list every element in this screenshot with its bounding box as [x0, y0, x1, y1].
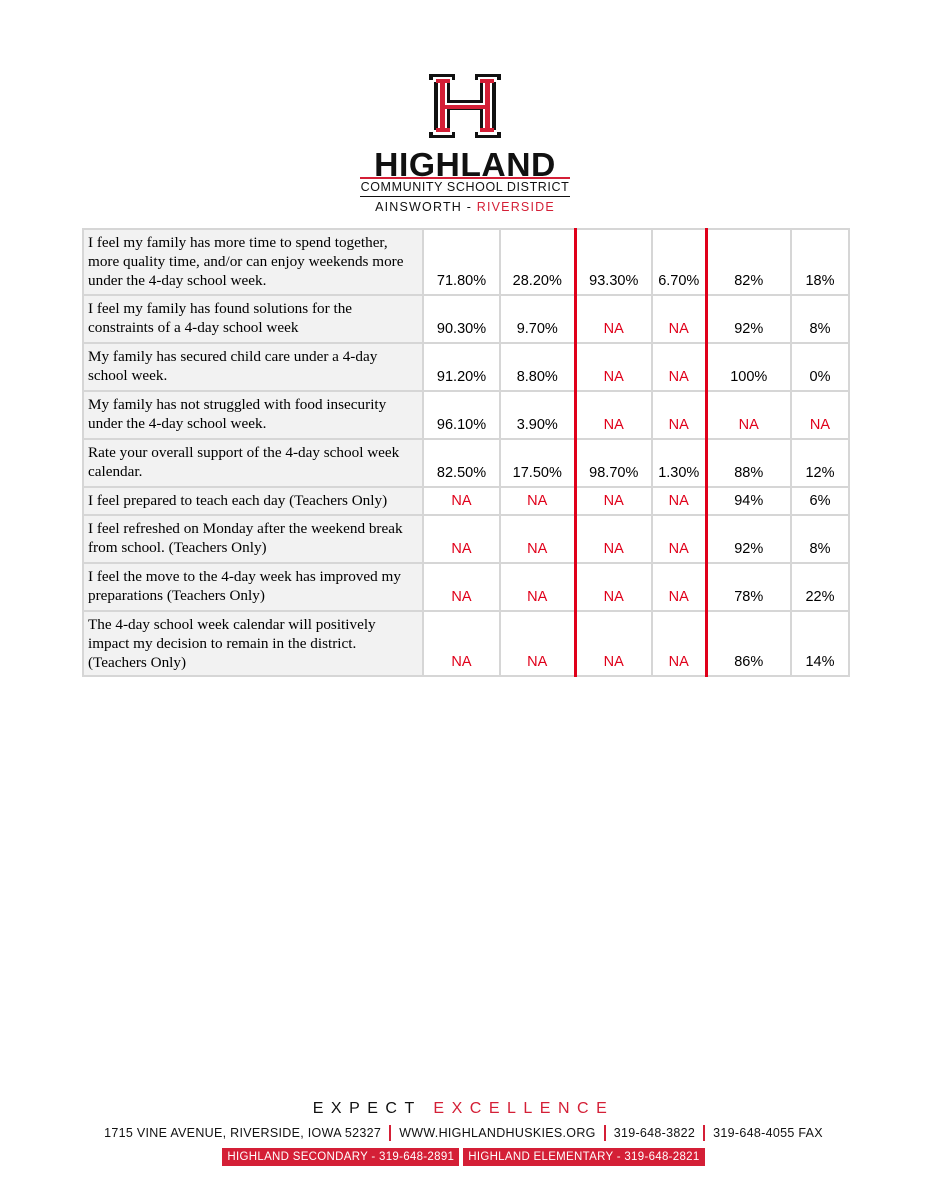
value-cell: 91.20%	[423, 343, 500, 391]
value-cell: NA	[575, 611, 652, 676]
district-logo	[360, 70, 570, 220]
value-cell: 93.30%	[575, 229, 652, 295]
value-cell: 28.20%	[500, 229, 575, 295]
district-towns	[360, 200, 570, 214]
value-cell: NA	[500, 487, 575, 515]
value-cell: NA	[575, 487, 652, 515]
divider	[389, 1125, 391, 1141]
value-cell: NA	[575, 391, 652, 439]
value-cell: NA	[423, 515, 500, 563]
divider	[703, 1125, 705, 1141]
value-cell: 1.30%	[652, 439, 706, 487]
question-cell: My family has not struggled with food insecurity under the 4-day school week.	[83, 391, 423, 439]
value-cell: 92%	[706, 295, 791, 343]
town-riverside: RIVERSIDE	[476, 200, 555, 214]
value-cell: NA	[652, 391, 706, 439]
table-row	[83, 563, 849, 611]
table-row	[83, 487, 849, 515]
footer-address: 1715 VINE AVENUE, RIVERSIDE, IOWA 52327	[104, 1126, 382, 1140]
footer-fax: 319-648-4055 FAX	[713, 1126, 823, 1140]
value-cell: 88%	[706, 439, 791, 487]
value-cell: NA	[575, 563, 652, 611]
value-cell: 94%	[706, 487, 791, 515]
tagline-expect: EXPECT	[312, 1100, 422, 1117]
value-cell: 78%	[706, 563, 791, 611]
value-cell: NA	[500, 611, 575, 676]
value-cell: NA	[652, 343, 706, 391]
footer-website[interactable]: WWW.HIGHLANDHUSKIES.ORG	[399, 1126, 596, 1140]
value-cell: 90.30%	[423, 295, 500, 343]
table-row	[83, 515, 849, 563]
value-cell: NA	[423, 487, 500, 515]
value-cell: NA	[575, 295, 652, 343]
value-cell: 100%	[706, 343, 791, 391]
value-cell: NA	[423, 611, 500, 676]
value-cell: 86%	[706, 611, 791, 676]
value-cell: 96.10%	[423, 391, 500, 439]
value-cell: 82%	[706, 229, 791, 295]
value-cell: NA	[652, 515, 706, 563]
footer-schools	[0, 1148, 927, 1166]
tagline-excellence: EXCELLENCE	[433, 1100, 615, 1117]
question-cell: I feel my family has more time to spend together, more quality time, and/or can enjoy weekends more under the 4-day school week.	[83, 229, 423, 295]
divider	[360, 196, 570, 197]
value-cell: 8%	[791, 295, 849, 343]
table-row	[83, 439, 849, 487]
value-cell: 18%	[791, 229, 849, 295]
question-cell: I feel prepared to teach each day (Teachers Only)	[83, 487, 423, 515]
district-subtitle: COMMUNITY SCHOOL DISTRICT	[360, 177, 570, 194]
value-cell: 92%	[706, 515, 791, 563]
table-row	[83, 343, 849, 391]
question-cell: I feel refreshed on Monday after the weekend break from school. (Teachers Only)	[83, 515, 423, 563]
question-cell: I feel my family has found solutions for the constraints of a 4-day school week	[83, 295, 423, 343]
survey-table-body	[83, 229, 849, 676]
value-cell: 17.50%	[500, 439, 575, 487]
value-cell: 22%	[791, 563, 849, 611]
survey-results-table	[82, 228, 850, 677]
value-cell: NA	[791, 391, 849, 439]
value-cell: NA	[500, 563, 575, 611]
question-cell: The 4-day school week calendar will positively impact my decision to remain in the district. (Teachers Only)	[83, 611, 423, 676]
value-cell: 71.80%	[423, 229, 500, 295]
value-cell: NA	[706, 391, 791, 439]
table-row	[83, 295, 849, 343]
table-row	[83, 611, 849, 676]
footer-phone: 319-648-3822	[613, 1126, 696, 1140]
question-cell: I feel the move to the 4-day week has improved my preparations (Teachers Only)	[83, 563, 423, 611]
value-cell: NA	[423, 563, 500, 611]
value-cell: 14%	[791, 611, 849, 676]
value-cell: 8.80%	[500, 343, 575, 391]
value-cell: NA	[652, 487, 706, 515]
value-cell: NA	[575, 343, 652, 391]
footer-tagline	[0, 1100, 927, 1118]
value-cell: 9.70%	[500, 295, 575, 343]
question-cell: Rate your overall support of the 4-day school week calendar.	[83, 439, 423, 487]
elementary-school-badge: HIGHLAND ELEMENTARY - 319-648-2821	[463, 1148, 704, 1166]
table-row	[83, 229, 849, 295]
value-cell: NA	[500, 515, 575, 563]
divider	[604, 1125, 606, 1141]
value-cell: 8%	[791, 515, 849, 563]
secondary-school-badge: HIGHLAND SECONDARY - 319-648-2891	[222, 1148, 459, 1166]
value-cell: 3.90%	[500, 391, 575, 439]
value-cell: 6%	[791, 487, 849, 515]
value-cell: NA	[575, 515, 652, 563]
value-cell: NA	[652, 563, 706, 611]
value-cell: NA	[652, 295, 706, 343]
question-cell: My family has secured child care under a 4-day school week.	[83, 343, 423, 391]
value-cell: 6.70%	[652, 229, 706, 295]
district-name: HIGHLAND	[374, 146, 556, 183]
value-cell: 12%	[791, 439, 849, 487]
footer-contact	[0, 1125, 927, 1141]
value-cell: 0%	[791, 343, 849, 391]
value-cell: NA	[652, 611, 706, 676]
town-ainsworth: AINSWORTH -	[375, 200, 477, 214]
table-row	[83, 391, 849, 439]
value-cell: 98.70%	[575, 439, 652, 487]
value-cell: 82.50%	[423, 439, 500, 487]
highland-h-logo-icon	[425, 70, 505, 142]
